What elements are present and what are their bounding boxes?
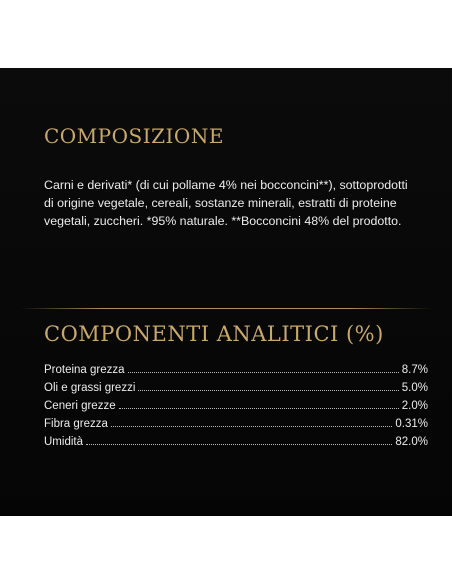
label-panel [0, 68, 452, 516]
table-row [44, 364, 428, 382]
dot-leader [119, 407, 399, 409]
row-value: 8.7% [401, 364, 428, 376]
composition-title: COMPOSIZIONE [44, 124, 224, 148]
row-name: Proteina grezza [44, 364, 125, 376]
row-value: 5.0% [401, 382, 428, 394]
analytical-title: COMPONENTI ANALITICI (%) [44, 322, 384, 346]
gold-divider [20, 308, 432, 309]
table-row [44, 436, 428, 454]
row-name: Fibra grezza [44, 418, 108, 430]
row-name: Umidità [44, 436, 83, 448]
dot-leader [111, 425, 392, 427]
composition-text: Carni e derivati* (di cui pollame 4% nei bocconcini**), sottoprodotti di origine vegetale, cereali, sostanze minerali, estratti di proteine vegetali, zuccheri. *95% naturale. **Bocconcini 48% del prodotto. [44, 178, 408, 228]
row-name: Oli e grassi grezzi [44, 382, 136, 394]
row-value: 2.0% [401, 400, 428, 412]
row-value: 0.31% [395, 418, 428, 430]
dot-leader [138, 389, 398, 391]
table-row [44, 382, 428, 400]
table-row [44, 400, 428, 418]
dot-leader [86, 443, 392, 445]
dot-leader [128, 371, 399, 373]
table-row [44, 418, 428, 436]
analytical-table [44, 364, 428, 454]
row-value: 82.0% [395, 436, 428, 448]
row-name: Ceneri grezze [44, 400, 116, 412]
